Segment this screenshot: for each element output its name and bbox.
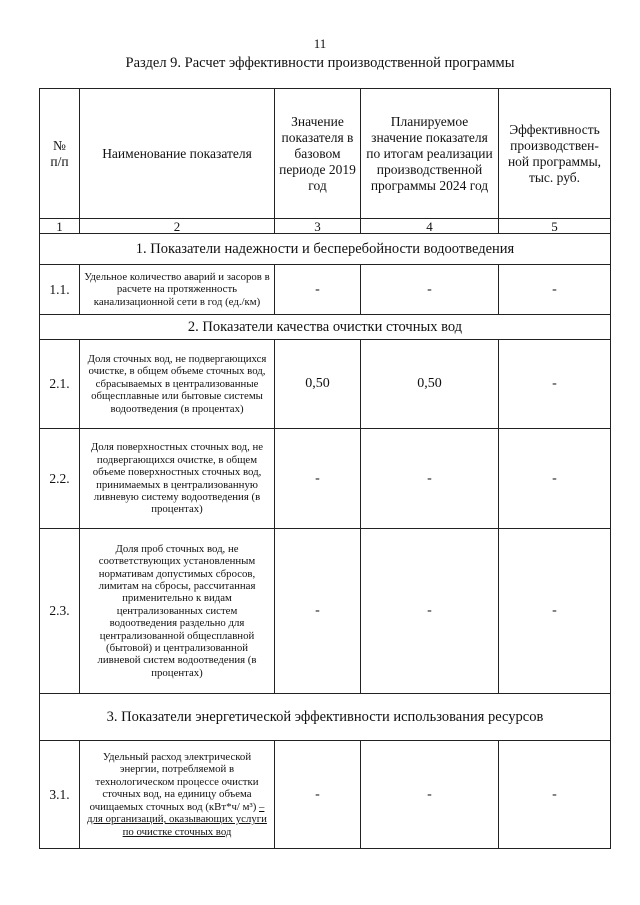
- planned-value: -: [361, 529, 499, 694]
- base-value: -: [275, 429, 361, 529]
- base-value: -: [275, 741, 361, 849]
- column-number: 4: [361, 219, 499, 234]
- planned-value: -: [361, 429, 499, 529]
- indicator-name-main: Удельный расход электрической энергии, потребляемой в технологическом процессе очистки сточных вод, на единицу объема очищаемых сточных вод (кВт*ч/ м³): [89, 751, 259, 813]
- table-row: [40, 529, 611, 694]
- group-heading: 1. Показатели надежности и бесперебойности водоотведения: [40, 234, 611, 265]
- header-base-value: Значение показателя в базовом периоде 2019 год: [275, 89, 361, 219]
- header-efficiency: Эффективность производствен-ной программы, тыс. руб.: [499, 89, 611, 219]
- row-number: 2.3.: [40, 529, 80, 694]
- indicator-name: [80, 741, 275, 849]
- group-heading-row: [40, 234, 611, 265]
- base-value: 0,50: [275, 340, 361, 429]
- table-header-row: [40, 89, 611, 219]
- indicator-name: Доля сточных вод, не подвергающихся очистке, в общем объеме сточных вод, сбрасываемых в централизованные общесплавные или бытовые системы водоотведения (в процентах): [80, 340, 275, 429]
- efficiency-value: -: [499, 529, 611, 694]
- row-number: 2.1.: [40, 340, 80, 429]
- column-number-row: [40, 219, 611, 234]
- column-number: 3: [275, 219, 361, 234]
- efficiency-table: [39, 88, 611, 849]
- column-number: 5: [499, 219, 611, 234]
- header-indicator-name: Наименование показателя: [80, 89, 275, 219]
- group-heading: 3. Показатели энергетической эффективности использования ресурсов: [40, 694, 611, 741]
- table-row: [40, 265, 611, 315]
- row-number: 3.1.: [40, 741, 80, 849]
- efficiency-value: -: [499, 429, 611, 529]
- planned-value: 0,50: [361, 340, 499, 429]
- indicator-name-note: – для организаций, оказывающих услуги по очистке сточных вод: [87, 800, 267, 838]
- row-number: 1.1.: [40, 265, 80, 315]
- indicator-name: Доля проб сточных вод, не соответствующих установленным нормативам допустимых сбросов, лимитам на сбросы, рассчитанная применительно к видам централизованных систем водоотведения раздельно для централизованной общесплавной (бытовой) и централизованной ливневой систем водоотведения (в процентах): [80, 529, 275, 694]
- base-value: -: [275, 265, 361, 315]
- base-value: -: [275, 529, 361, 694]
- efficiency-value: -: [499, 340, 611, 429]
- indicator-name: Доля поверхностных сточных вод, не подвергающихся очистке, в общем объеме поверхностных сточных вод, принимаемых в централизованную ливневую систему водоотведения (в процентах): [80, 429, 275, 529]
- table-row: [40, 741, 611, 849]
- group-heading-row: [40, 694, 611, 741]
- planned-value: -: [361, 741, 499, 849]
- efficiency-value: -: [499, 741, 611, 849]
- table-row: [40, 429, 611, 529]
- planned-value: -: [361, 265, 499, 315]
- page-number: 11: [313, 36, 327, 51]
- column-number: 1: [40, 219, 80, 234]
- group-heading-row: [40, 315, 611, 340]
- column-number: 2: [80, 219, 275, 234]
- group-heading: 2. Показатели качества очистки сточных вод: [40, 315, 611, 340]
- row-number: 2.2.: [40, 429, 80, 529]
- table-row: [40, 340, 611, 429]
- header-number: № п/п: [40, 89, 80, 219]
- header-planned-value: Планируемое значение показателя по итогам реализации производственной программы 2024 год: [361, 89, 499, 219]
- section-title: Раздел 9. Расчет эффективности производственной программы: [125, 55, 515, 71]
- efficiency-value: -: [499, 265, 611, 315]
- indicator-name: Удельное количество аварий и засоров в расчете на протяженность канализационной сети в год (ед./км): [80, 265, 275, 315]
